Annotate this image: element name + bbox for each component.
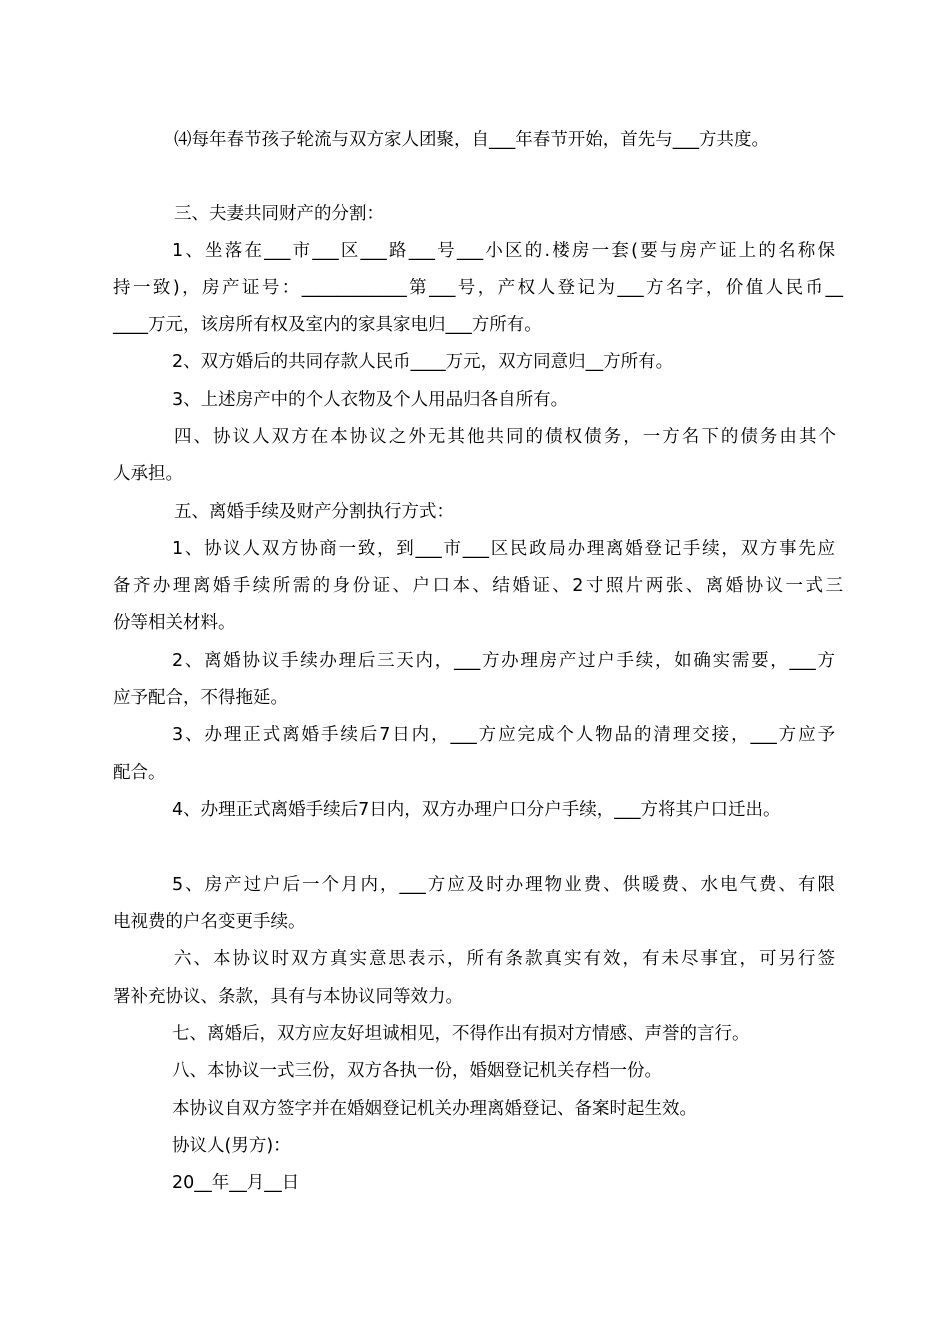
paragraph-registration-line-1: 1、协议人双方协商一致，到___市___区民政局办理离婚登记手续，双方事先应 — [172, 539, 835, 559]
paragraph-utilities-line-1: 5、房产过户后一个月内，___方应及时办理物业费、供暖费、水电气费、有限 — [172, 875, 835, 895]
paragraph-utilities-line-2: 电视费的户名变更手续。 — [113, 912, 306, 932]
paragraph-personal-items: 3、上述房产中的个人衣物及个人用品归各自所有。 — [172, 390, 569, 410]
paragraph-household-registration: 4、办理正式离婚手续后7日内，双方办理户口分户手续，___方将其户口迁出。 — [172, 800, 781, 820]
paragraph-savings: 2、双方婚后的共同存款人民币____万元，双方同意归__方所有。 — [172, 352, 674, 372]
paragraph-belongings-line-1: 3、办理正式离婚手续后7日内，___方应完成个人物品的清理交接，___方应予 — [172, 725, 835, 745]
section-heading-conduct: 七、离婚后，双方应友好坦诚相见，不得作出有损对方情感、声誉的言行。 — [172, 1024, 750, 1044]
paragraph-transfer-line-1: 2、离婚协议手续办理后三天内，___方办理房产过户手续，如确实需要，___方 — [172, 651, 835, 671]
paragraph-house-line-3: ____万元，该房所有权及室内的家具家电归___方所有。 — [113, 315, 542, 335]
paragraph-house-line-1: 1、坐落在___市___区___路___号___小区的.楼房一套(要与房产证上的名称保 — [172, 241, 835, 261]
section-heading-debts-line-2: 人承担。 — [113, 464, 183, 484]
date-line: 20__年__月__日 — [172, 1173, 300, 1193]
paragraph-effective: 本协议自双方签字并在婚姻登记机关办理离婚登记、备案时起生效。 — [172, 1099, 697, 1119]
section-heading-procedures: 五、离婚手续及财产分割执行方式： — [174, 502, 454, 522]
paragraph-house-line-2: 持一致)，房产证号：____________第___号，产权人登记为___方名字，价值人民币__ — [113, 278, 843, 298]
section-heading-property-division: 三、夫妻共同财产的分割： — [174, 204, 384, 224]
section-heading-copies: 八、本协议一式三份，双方各执一份，婚姻登记机关存档一份。 — [172, 1061, 662, 1081]
paragraph-transfer-line-2: 应予配合，不得拖延。 — [113, 688, 288, 708]
signature-label-male: 协议人(男方)： — [172, 1136, 291, 1156]
paragraph-belongings-line-2: 配合。 — [113, 763, 166, 783]
section-heading-validity-line-2: 署补充协议、条款，具有与本协议同等效力。 — [113, 987, 463, 1007]
paragraph-spring-festival: ⑷每年春节孩子轮流与双方家人团聚，自___年春节开始，首先与___方共度。 — [174, 130, 769, 150]
paragraph-registration-line-2: 备齐办理离婚手续所需的身份证、户口本、结婚证、2寸照片两张、离婚协议一式三 — [113, 576, 843, 596]
section-heading-debts-line-1: 四、协议人双方在本协议之外无其他共同的债权债务，一方名下的债务由其个 — [174, 427, 836, 447]
paragraph-registration-line-3: 份等相关材料。 — [113, 613, 236, 633]
section-heading-validity-line-1: 六、本协议时双方真实意思表示，所有条款真实有效，有未尽事宜，可另行签 — [174, 949, 835, 969]
